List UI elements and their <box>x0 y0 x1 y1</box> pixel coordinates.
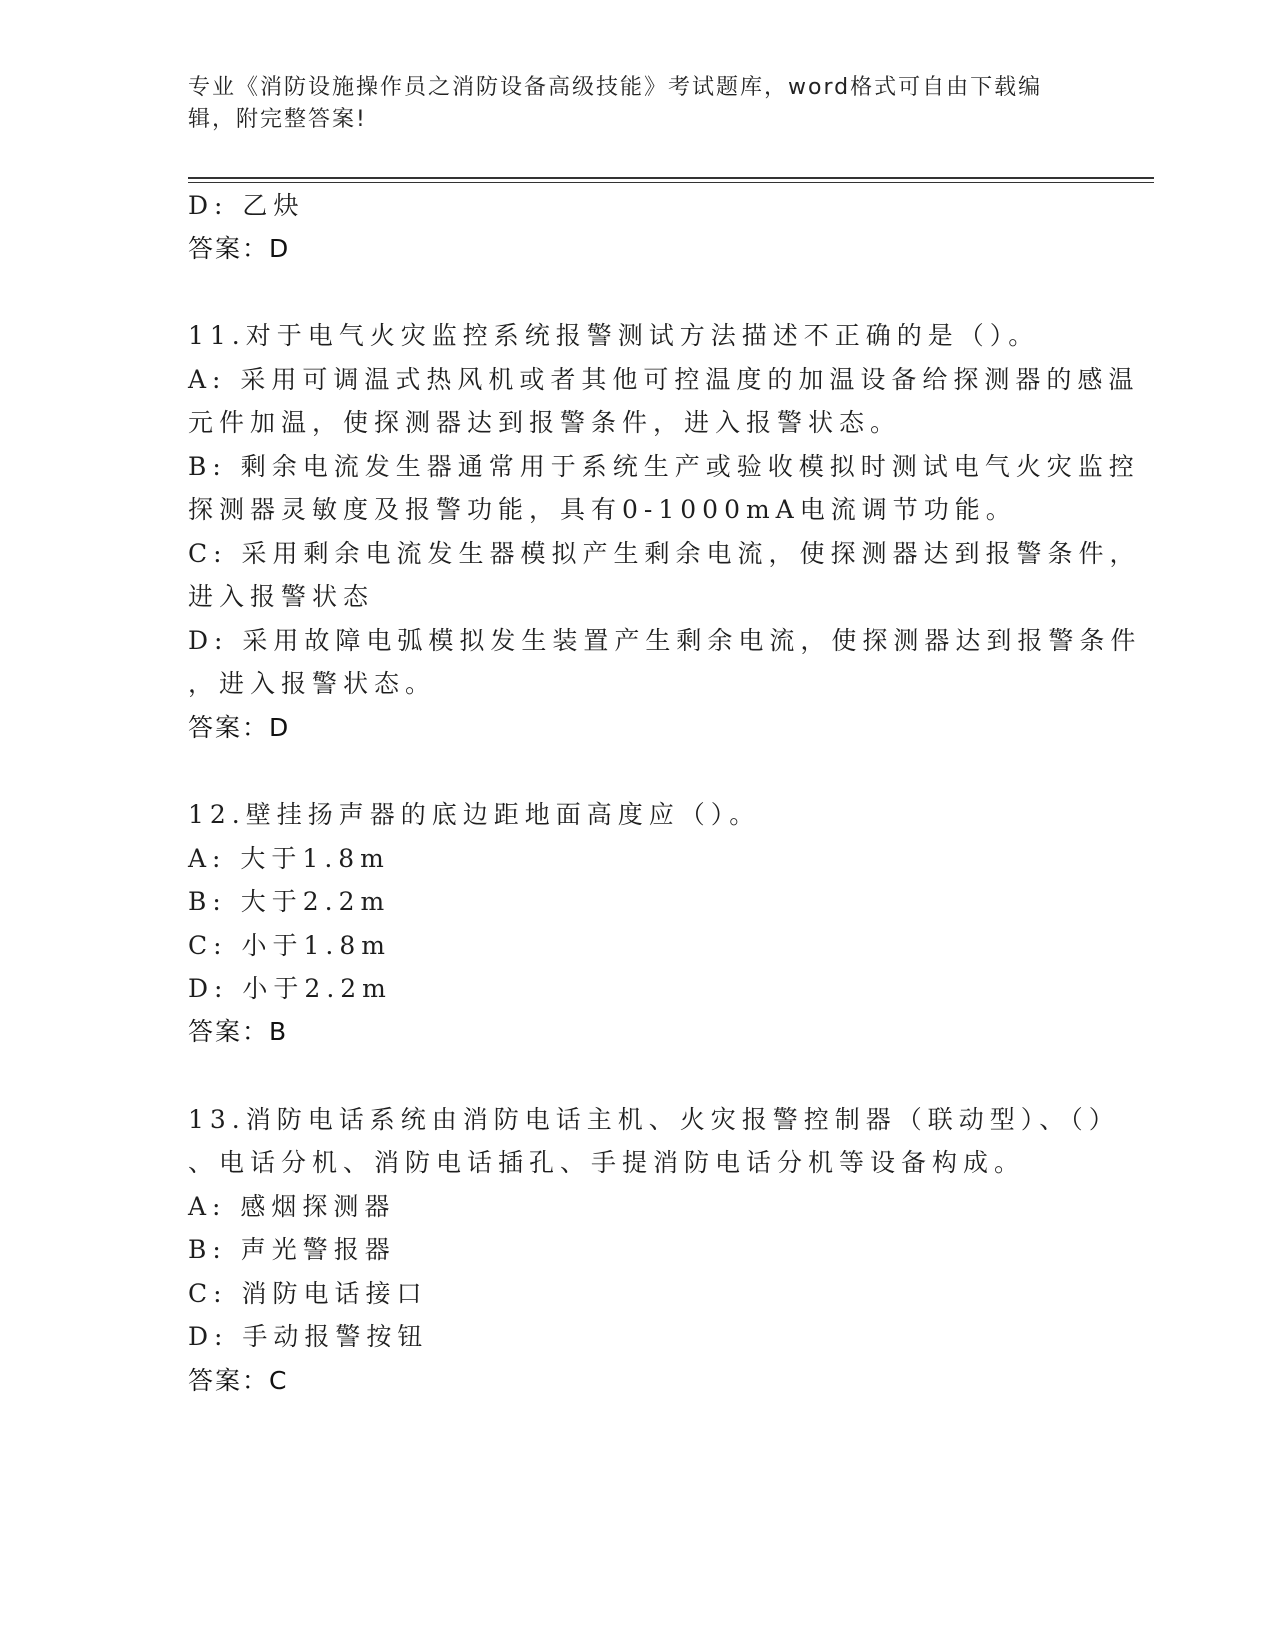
q12-question: 12.壁挂扬声器的底边距地面高度应（）。 <box>188 800 761 829</box>
header-divider-thick <box>188 177 1154 179</box>
page-header <box>188 72 1068 136</box>
q12-option-c: C: 小于1.8m <box>188 931 391 960</box>
q11-option-d-line-2: ，进入报警状态。 <box>188 669 437 698</box>
q11-option-c-line-1: C: 采用剩余电流发生器模拟产生剩余电流，使探测器达到报警条件， <box>188 539 1141 568</box>
q11-question: 11.对于电气火灾监控系统报警测试方法描述不正确的是（）。 <box>188 321 1040 350</box>
q13-question-line-2: 、电话分机、消防电话插孔、手提消防电话分机等设备构成。 <box>188 1148 1026 1177</box>
q13-option-a: A: 感烟探测器 <box>188 1192 396 1221</box>
q12-option-a: A: 大于1.8m <box>188 844 390 873</box>
q11-option-b-line-1: B: 剩余电流发生器通常用于系统生产或验收模拟时测试电气火灾监控 <box>188 452 1140 481</box>
header-text-line-1: 专业《消防设施操作员之消防设备高级技能》考试题库，word格式可自由下载编 <box>188 75 1043 100</box>
q12-option-d: D: 小于2.2m <box>188 974 392 1003</box>
q11-option-d-line-1: D: 采用故障电弧模拟发生装置产生剩余电流，使探测器达到报警条件 <box>188 626 1142 655</box>
q12-option-b: B: 大于2.2m <box>188 887 391 916</box>
q13-question-line-1: 13.消防电话系统由消防电话主机、火灾报警控制器（联动型）、（） <box>188 1105 1120 1134</box>
q10-option-d: D: 乙炔 <box>188 191 305 220</box>
q11-option-b-line-2: 探测器灵敏度及报警功能，具有0-1000mA电流调节功能。 <box>188 495 1017 524</box>
q10-answer: 答案：D <box>188 234 291 263</box>
q12-answer: 答案：B <box>188 1017 289 1046</box>
q13-option-d: D: 手动报警按钮 <box>188 1322 429 1351</box>
q11-option-a-line-2: 元件加温，使探测器达到报警条件，进入报警状态。 <box>188 408 902 437</box>
q13-answer: 答案：C <box>188 1366 289 1395</box>
header-text-line-2: 辑，附完整答案! <box>188 107 367 132</box>
q13-option-c: C: 消防电话接口 <box>188 1279 428 1308</box>
q11-answer: 答案：D <box>188 713 291 742</box>
q11-option-c-line-2: 进入报警状态 <box>188 582 375 611</box>
header-divider-thin <box>188 182 1154 183</box>
q13-option-b: B: 声光警报器 <box>188 1235 396 1264</box>
q11-option-a-line-1: A: 采用可调温式热风机或者其他可控温度的加温设备给探测器的感温 <box>188 365 1140 394</box>
